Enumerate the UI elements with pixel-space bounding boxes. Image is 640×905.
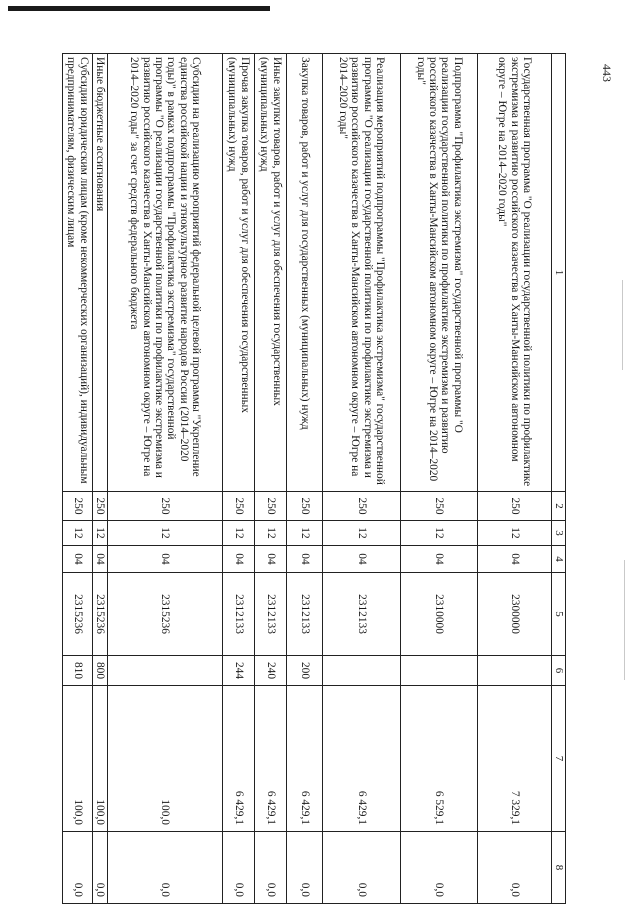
cell-code-admin: 250 <box>287 492 323 521</box>
table-row <box>108 54 223 904</box>
table-row <box>401 54 478 904</box>
cell-amount: 100,0 <box>93 686 108 832</box>
budget-table <box>62 53 566 904</box>
cell-amount-change: 0,0 <box>287 832 323 904</box>
scan-edge-mark <box>622 280 623 370</box>
cell-amount: 6 429,1 <box>323 686 401 832</box>
row-description: Субсидии на реализацию мероприятий федеральной целевой программы "Укрепление единства российской нации и этнокультурное развитие народов России (2014–2020 годы)" в рамках подпрограммы "Профилактика экстремизма" государственной программы "О реализации государственной политики по профилактике экстремизма и развитию российского казачества в Ханты-Мансийском автономном округе – Югре на 2014–2020 годы" за счет средств федерального бюджета <box>108 54 223 492</box>
col-header: 7 <box>552 686 566 832</box>
cell-subsection: 04 <box>108 546 223 573</box>
table-row <box>323 54 401 904</box>
cell-code-admin: 250 <box>108 492 223 521</box>
cell-subsection: 04 <box>287 546 323 573</box>
cell-target-article: 2312133 <box>223 573 255 656</box>
cell-subsection: 04 <box>63 546 93 573</box>
table-body <box>63 54 566 904</box>
header-row <box>552 54 566 904</box>
cell-target-article: 2312133 <box>323 573 401 656</box>
row-description: Иные закупки товаров, работ и услуг для обеспечения государственных (муниципальных) нужд <box>255 54 287 492</box>
cell-section: 12 <box>108 521 223 546</box>
cell-expense-type: 240 <box>255 656 287 686</box>
cell-subsection: 04 <box>223 546 255 573</box>
table-row <box>255 54 287 904</box>
cell-code-admin: 250 <box>323 492 401 521</box>
scan-header-bar <box>8 6 270 11</box>
cell-amount: 7 329,1 <box>478 686 552 832</box>
cell-target-article: 2312133 <box>287 573 323 656</box>
row-description: Иные бюджетные ассигнования <box>93 54 108 492</box>
col-header: 6 <box>552 656 566 686</box>
cell-code-admin: 250 <box>478 492 552 521</box>
cell-amount-change: 0,0 <box>223 832 255 904</box>
cell-expense-type <box>478 656 552 686</box>
col-header: 8 <box>552 832 566 904</box>
cell-subsection: 04 <box>478 546 552 573</box>
budget-table-rotated <box>65 53 566 903</box>
cell-expense-type: 810 <box>63 656 93 686</box>
cell-section: 12 <box>63 521 93 546</box>
cell-section: 12 <box>93 521 108 546</box>
cell-subsection: 04 <box>323 546 401 573</box>
cell-target-article: 2315236 <box>108 573 223 656</box>
col-header: 1 <box>552 54 566 492</box>
page-number: 443 <box>600 64 614 82</box>
cell-section: 12 <box>478 521 552 546</box>
cell-section: 12 <box>223 521 255 546</box>
col-header: 4 <box>552 546 566 573</box>
col-header: 3 <box>552 521 566 546</box>
cell-expense-type: 200 <box>287 656 323 686</box>
cell-subsection: 04 <box>255 546 287 573</box>
table-row <box>63 54 93 904</box>
cell-amount-change: 0,0 <box>63 832 93 904</box>
table-row <box>478 54 552 904</box>
cell-target-article: 2312133 <box>255 573 287 656</box>
cell-amount: 6 529,1 <box>401 686 478 832</box>
cell-target-article: 2315236 <box>63 573 93 656</box>
cell-target-article: 2300000 <box>478 573 552 656</box>
cell-expense-type <box>323 656 401 686</box>
cell-amount-change: 0,0 <box>323 832 401 904</box>
cell-target-article: 2310000 <box>401 573 478 656</box>
row-description: Реализация мероприятий подпрограммы "Профилактика экстремизма" государственной программы "О реализации государственной политики по профилактике экстремизма и развитию российского казачества в Ханты-Мансийском автономном округе – Югре на 2014–2020 годы" <box>323 54 401 492</box>
cell-code-admin: 250 <box>255 492 287 521</box>
cell-amount-change: 0,0 <box>108 832 223 904</box>
cell-amount: 100,0 <box>108 686 223 832</box>
cell-expense-type: 800 <box>93 656 108 686</box>
row-description: Государственная программа "О реализации государственной политики по профилактике экстремизма и развитию российского казачества в Ханты-Мансийском автономном округе – Югре на 2014–2020 годы" <box>478 54 552 492</box>
cell-expense-type <box>401 656 478 686</box>
cell-amount: 6 429,1 <box>223 686 255 832</box>
cell-amount-change: 0,0 <box>93 832 108 904</box>
row-description: Прочая закупка товаров, работ и услуг для обеспечения государственных (муниципальных) нужд <box>223 54 255 492</box>
row-description: Подпрограмма "Профилактика экстремизма" государственной программы "О реализации государственной политики по профилактике экстремизма и развитию российского казачества в Ханты-Мансийском автономном округе – Югре на 2014–2020 годы" <box>401 54 478 492</box>
cell-target-article: 2315236 <box>93 573 108 656</box>
cell-section: 12 <box>287 521 323 546</box>
cell-code-admin: 250 <box>93 492 108 521</box>
row-description: Субсидии юридическим лицам (кроме некоммерческих организаций), индивидуальным предпринимателям, физическим лицам <box>63 54 93 492</box>
cell-section: 12 <box>401 521 478 546</box>
cell-expense-type <box>108 656 223 686</box>
cell-amount-change: 0,0 <box>401 832 478 904</box>
table-row <box>287 54 323 904</box>
cell-amount-change: 0,0 <box>255 832 287 904</box>
cell-subsection: 04 <box>93 546 108 573</box>
cell-code-admin: 250 <box>223 492 255 521</box>
cell-amount-change: 0,0 <box>478 832 552 904</box>
table-row <box>93 54 108 904</box>
col-header: 2 <box>552 492 566 521</box>
cell-section: 12 <box>323 521 401 546</box>
table-row <box>223 54 255 904</box>
cell-amount: 6 429,1 <box>255 686 287 832</box>
cell-subsection: 04 <box>401 546 478 573</box>
cell-code-admin: 250 <box>63 492 93 521</box>
col-header: 5 <box>552 573 566 656</box>
cell-expense-type: 244 <box>223 656 255 686</box>
row-description: Закупка товаров, работ и услуг для государственных (муниципальных) нужд <box>287 54 323 492</box>
cell-code-admin: 250 <box>401 492 478 521</box>
cell-amount: 6 429,1 <box>287 686 323 832</box>
scan-edge-mark <box>624 560 625 680</box>
cell-section: 12 <box>255 521 287 546</box>
cell-amount: 100,0 <box>63 686 93 832</box>
